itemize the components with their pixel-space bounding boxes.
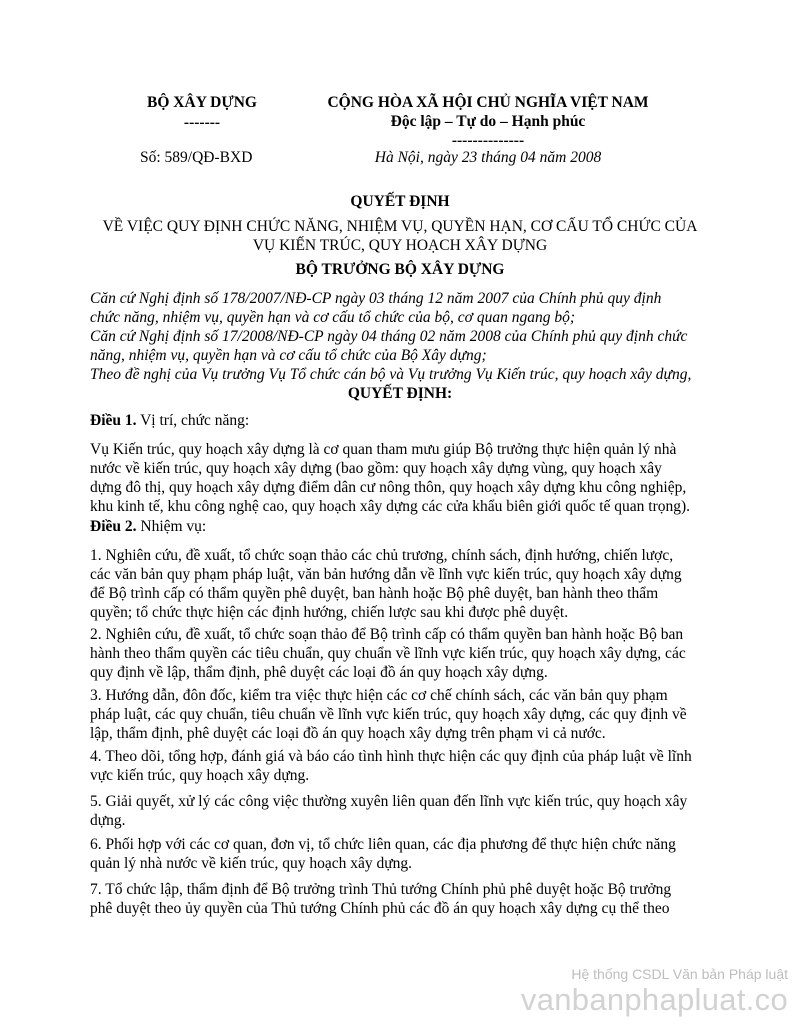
preamble-line: chức năng, nhiệm vụ, quyền hạn và cơ cấu tổ chức của bộ, cơ quan ngang bộ; — [90, 309, 575, 326]
motto-rule: -------------- — [451, 132, 525, 149]
item-line: vực kiến trúc, quy hoạch xây dựng. — [90, 767, 310, 784]
article-line: khu kinh tế, khu công nghệ cao, quy hoạch xây dựng các cửa khẩu biên giới quốc tế quan trọng). — [90, 498, 691, 515]
document-kind: QUYẾT ĐỊNH — [350, 193, 450, 210]
item-line: để Bộ trình cấp có thẩm quyền phê duyệt, ban hành hoặc Bộ phê duyệt, ban hành theo thẩm — [90, 585, 659, 602]
article-title: Nhiệm vụ: — [136, 518, 207, 535]
decision-heading: QUYẾT ĐỊNH: — [347, 385, 453, 402]
item-line: 2. Nghiên cứu, đề xuất, tổ chức soạn thảo để Bộ trình cấp có thẩm quyền ban hành hoặc Bộ ban — [90, 626, 684, 643]
issuing-authority: BỘ TRƯỞNG BỘ XÂY DỰNG — [295, 261, 505, 278]
ministry-rule: ------- — [183, 114, 221, 131]
national-title-block — [300, 93, 676, 150]
article-1-heading — [90, 411, 718, 430]
article-2-item-4 — [90, 747, 718, 785]
preamble-line: Căn cứ Nghị định số 178/2007/NĐ-CP ngày 03 tháng 12 năm 2007 của Chính phủ quy định — [90, 290, 662, 307]
item-line: 7. Tổ chức lập, thẩm định để Bộ trưởng trình Thủ tướng Chính phủ phê duyệt hoặc Bộ trưởng — [90, 881, 672, 898]
item-line: pháp luật, các quy chuẩn, tiêu chuẩn về lĩnh vực kiến trúc, quy hoạch xây dựng, các quy định về — [90, 706, 687, 723]
article-2-item-6 — [90, 835, 718, 873]
subject-line: VỤ KIẾN TRÚC, QUY HOẠCH XÂY DỰNG — [252, 237, 548, 254]
item-line: 4. Theo dõi, tổng hợp, đánh giá và báo cáo tình hình thực hiện các quy định của pháp luật về lĩnh — [90, 748, 692, 765]
article-1-body — [90, 440, 718, 516]
item-line: phê duyệt theo ủy quyền của Thủ tướng Chính phủ các đồ án quy hoạch xây dựng cụ thể theo — [90, 900, 670, 917]
issuing-agency-block — [128, 93, 276, 133]
item-line: quy định về lập, thẩm định, phê duyệt các loại đồ án quy hoạch xây dựng. — [90, 664, 548, 681]
article-2-item-5 — [90, 792, 718, 830]
item-line: 3. Hướng dẫn, đôn đốc, kiểm tra việc thực hiện các cơ chế chính sách, các văn bản quy phạm — [90, 687, 668, 704]
document-number: Số: 589/QĐ-BXD — [140, 149, 253, 166]
ministry-name: BỘ XÂY DỰNG — [147, 94, 257, 111]
preamble-line: năng, nhiệm vụ, quyền hạn và cơ cấu tổ chức của Bộ Xây dựng; — [90, 347, 487, 364]
article-line: Vụ Kiến trúc, quy hoạch xây dựng là cơ quan tham mưu giúp Bộ trưởng thực hiện quản lý nhà — [90, 441, 677, 458]
preamble-line: Căn cứ Nghị định số 17/2008/NĐ-CP ngày 04 tháng 02 năm 2008 của Chính phủ quy định chức — [90, 328, 688, 345]
item-line: quản lý nhà nước về kiến trúc, quy hoạch xây dựng. — [90, 855, 412, 872]
preamble-line: Theo đề nghị của Vụ trưởng Vụ Tổ chức cán bộ và Vụ trưởng Vụ Kiến trúc, quy hoạch xây dựng, — [90, 366, 692, 383]
article-line: nước về kiến trúc, quy hoạch xây dựng (bao gồm: quy hoạch xây dựng vùng, quy hoạch xây — [90, 460, 662, 477]
site-watermark — [521, 966, 788, 1018]
article-label: Điều 1. — [90, 412, 137, 429]
article-2-item-3 — [90, 686, 718, 743]
item-line: 6. Phối hợp với các cơ quan, đơn vị, tổ chức liên quan, các địa phương để thực hiện chức năng — [90, 836, 676, 853]
watermark-domain: vanbanphapluat.co — [520, 982, 788, 1017]
item-line: lập, thẩm định, phê duyệt các loại đồ án quy hoạch xây dựng trên phạm vi cả nước. — [90, 725, 606, 742]
item-line: hành theo thẩm quyền các tiêu chuẩn, quy chuẩn về lĩnh vực kiến trúc, quy hoạch xây dựng, các — [90, 645, 686, 662]
subject-line: VỀ VIỆC QUY ĐỊNH CHỨC NĂNG, NHIỆM VỤ, QUYỀN HẠN, CƠ CẤU TỔ CHỨC CỦA — [102, 218, 698, 235]
article-2-item-1 — [90, 546, 718, 622]
item-line: quyền; tổ chức thực hiện các định hướng, chiến lược sau khi được phê duyệt. — [90, 604, 569, 621]
issue-place-date: Hà Nội, ngày 23 tháng 04 năm 2008 — [374, 149, 602, 166]
preamble — [90, 289, 718, 384]
country-name: CỘNG HÒA XÃ HỘI CHỦ NGHĨA VIỆT NAM — [327, 94, 649, 111]
article-2-heading — [90, 517, 718, 536]
article-2-item-7 — [90, 880, 718, 918]
item-line: 1. Nghiên cứu, đề xuất, tổ chức soạn thảo các chủ trương, chính sách, định hướng, chiến lược, — [90, 547, 674, 564]
national-motto: Độc lập – Tự do – Hạnh phúc — [390, 113, 586, 130]
item-line: các văn bản quy phạm pháp luật, văn bản hướng dẫn về lĩnh vực kiến trúc, quy hoạch xây dựng — [90, 566, 682, 583]
article-title: Vị trí, chức năng: — [136, 412, 250, 429]
item-line: 5. Giải quyết, xử lý các công việc thường xuyên liên quan đến lĩnh vực kiến trúc, quy hoạch xây — [90, 793, 688, 810]
article-line: dựng đô thị, quy hoạch xây dựng điểm dân cư nông thôn, quy hoạch xây dựng khu công nghiệp, — [90, 479, 687, 496]
item-line: dựng. — [90, 812, 126, 829]
watermark-caption: Hệ thống CSDL Văn bản Pháp luật — [571, 966, 788, 982]
document-subject — [90, 217, 710, 255]
article-label: Điều 2. — [90, 518, 137, 535]
article-2-item-2 — [90, 625, 718, 682]
